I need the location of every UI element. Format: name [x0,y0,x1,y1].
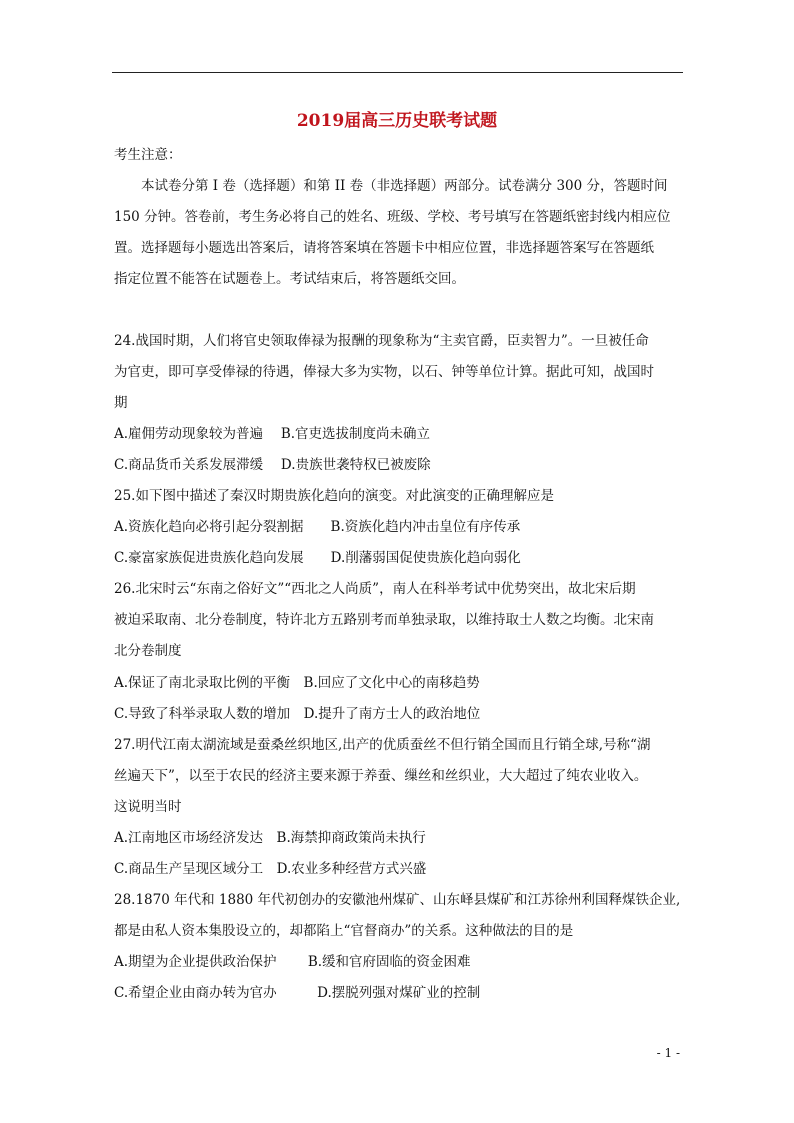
question-26-stem: 被迫采取南、北分卷制度，特许北方五路别考而单独录取，以维持取士人数之均衡。北宋南 [114,612,654,628]
question-27-options: A.江南地区市场经济发达 B.海禁抑商政策尚未执行 [114,830,426,846]
question-26-options: A.保证了南北录取比例的平衡 B.回应了文化中心的南移趋势 [114,675,480,691]
question-25-options: A.资族化趋向必将引起分裂割据 B.资族化趋内冲击皇位有序传承 [114,519,521,535]
notice-line: 150 分钟。答卷前，考生务必将自己的姓名、班级、学校、考号填写在答题纸密封线内相应位 [114,209,671,225]
question-28-stem: 都是由私人资本集股设立的，却都陷上“官督商办”的关系。这种做法的目的是 [114,923,574,939]
exam-title: 2019届高三历史联考试题 [296,111,498,131]
notice-line: 指定位置不能答在试题卷上。考试结束后，将答题纸交回。 [114,271,465,287]
notice-line: 本试卷分第 I 卷（选择题）和第 II 卷（非选择题）两部分。试卷满分 300 分，答题时间 [141,178,668,194]
question-27-options: C.商品生产呈现区域分工 D.农业多种经营方式兴盛 [114,861,427,877]
question-24-options: A.雇佣劳动现象较为普遍 B.官吏选拔制度尚未确立 [114,426,431,442]
question-24-options: C.商品货币关系发展滞缓 D.贵族世袭特权已被废除 [114,457,431,473]
question-26-stem: 26.北宋时云“东南之俗好文”“西北之人尚质”，南人在科举考试中优势突出，故北宋后期 [114,581,636,597]
notice-line: 置。选择题每小题选出答案后，请将答案填在答题卡中相应位置，非选择题答案写在答题纸 [114,240,654,256]
question-25-stem: 25.如下图中描述了秦汉时期贵族化趋向的演变。对此演变的正确理解应是 [114,488,554,504]
question-28-options: C.希望企业由商办转为官办 D.摆脱列强对煤矿业的控制 [114,985,481,1001]
question-28-options: A.期望为企业提供政治保护 B.缓和官府固临的资金困难 [114,954,471,970]
question-27-stem: 27.明代江南太湖流域是蚕桑丝织地区,出产的优质蚕丝不但行销全国而且行销全球,号称“湖 [114,737,651,753]
question-25-options: C.豪富家族促进贵族化趋向发展 D.削藩弱国促使贵族化趋向弱化 [114,550,521,566]
question-28-stem: 28.1870 年代和 1880 年代初创办的安徽池州煤矿、山东峄县煤矿和江苏徐州利国释煤铁企业, [114,892,681,908]
page-number: - 1 - [656,1046,680,1060]
question-27-stem: 丝遍天下”，以至于农民的经济主要来源于养蚕、缫丝和丝织业，大大超过了纯农业收入。 [114,768,648,784]
header-rule [112,72,683,73]
question-24-stem: 为官吏，即可享受俸禄的待遇，俸禄大多为实物，以石、钟等单位计算。据此可知，战国时 [114,364,654,380]
question-24-stem: 24.战国时期，人们将官史领取俸禄为报酬的现象称为“主卖官爵，臣卖智力”。一旦被任命 [114,333,649,349]
question-26-stem: 北分卷制度 [114,643,182,659]
question-24-stem: 期 [114,395,128,411]
question-27-stem: 这说明当时 [114,799,182,815]
question-26-options: C.导致了科举录取人数的增加 D.提升了南方士人的政治地位 [114,706,481,722]
notice-heading: 考生注意： [114,147,182,163]
